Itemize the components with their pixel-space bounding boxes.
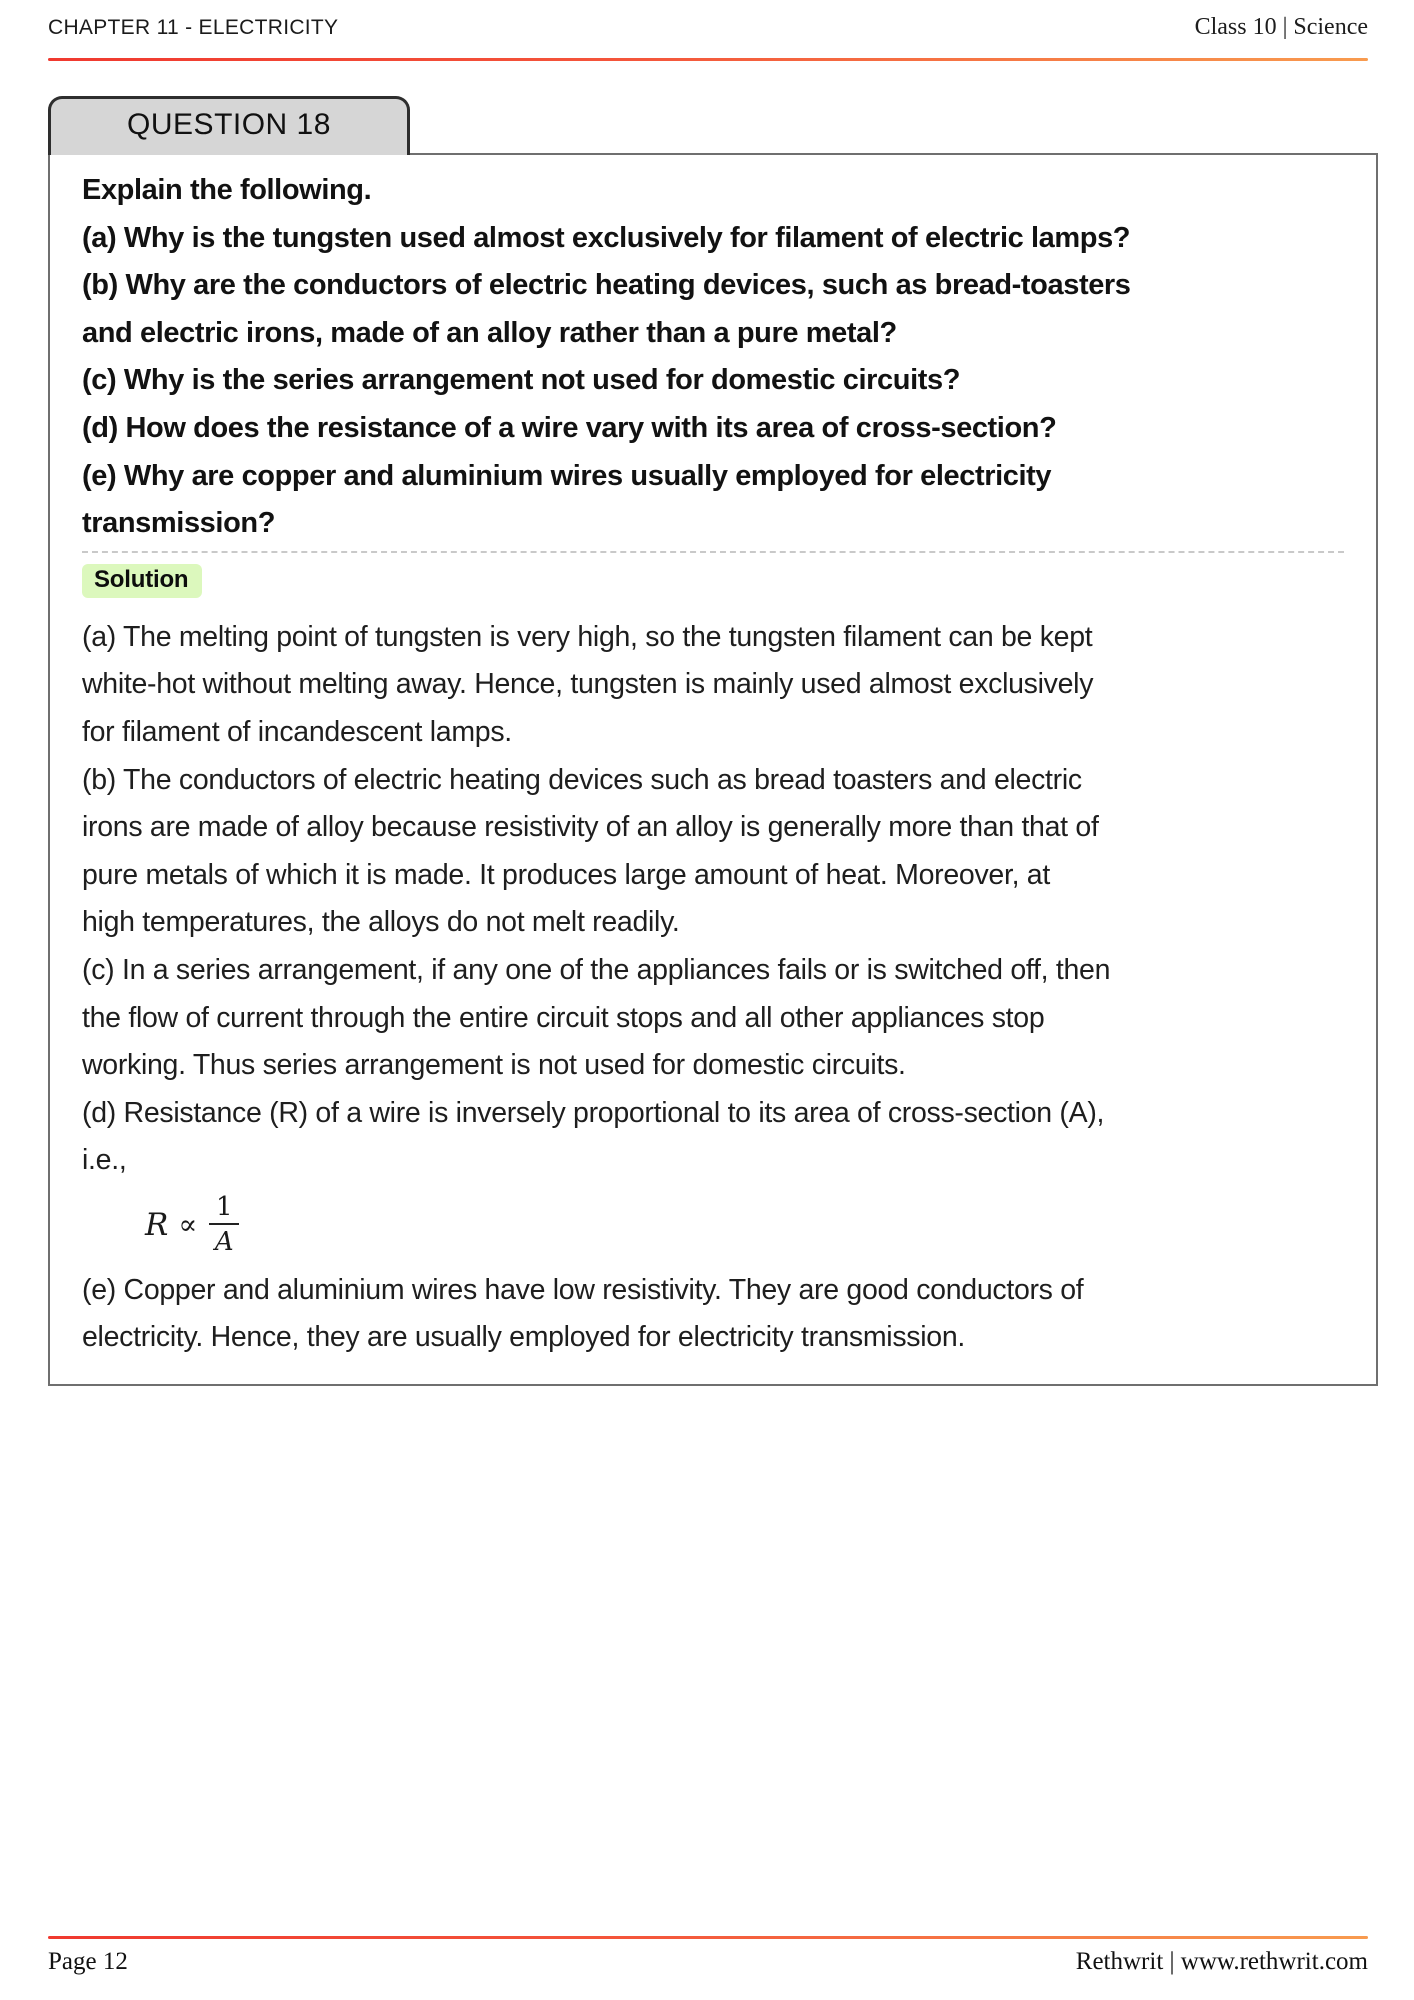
solution-text-after-formula <box>82 1267 1344 1362</box>
solution-line: electricity. Hence, they are usually employed for electricity transmission. <box>82 1321 965 1354</box>
question-line: (d) How does the resistance of a wire vary with its area of cross-section? <box>82 411 1057 444</box>
fraction-denominator: A <box>214 1227 234 1258</box>
solution-line: irons are made of alloy because resistivity of an alloy is generally more than that of <box>82 811 1099 844</box>
header-accent-rule <box>48 58 1368 61</box>
solution-line: (b) The conductors of electric heating devices such as bread toasters and electric <box>82 763 1082 796</box>
formula-fraction <box>209 1192 239 1258</box>
solution-line: for filament of incandescent lamps. <box>82 715 512 748</box>
question-line: transmission? <box>82 507 276 540</box>
solution-badge: Solution <box>82 564 202 598</box>
question-line: (c) Why is the series arrangement not used for domestic circuits? <box>82 364 961 397</box>
brand-footer: Rethwrit | www.rethwrit.com <box>1075 1948 1368 1975</box>
question-number-label: QUESTION 18 <box>127 108 331 141</box>
solution-line: (e) Copper and aluminium wires have low resistivity. They are good conductors of <box>82 1273 1084 1306</box>
question-line: Explain the following. <box>82 174 372 206</box>
question-text <box>82 167 1344 548</box>
solution-line: (c) In a series arrangement, if any one of the appliances fails or is switched off, then <box>82 953 1111 986</box>
proportional-symbol: ∝ <box>178 1208 198 1242</box>
solution-line: the flow of current through the entire circuit stops and all other appliances stop <box>82 1001 1045 1034</box>
question-box <box>48 153 1378 1386</box>
resistance-formula <box>145 1189 1344 1261</box>
solution-line: i.e., <box>82 1144 127 1177</box>
solution-line: white-hot without melting away. Hence, tungsten is mainly used almost exclusively <box>82 668 1094 701</box>
fraction-numerator: 1 <box>216 1192 233 1223</box>
class-subject-label: Class 10 | Science <box>1194 14 1368 40</box>
formula-lhs: R <box>145 1206 169 1243</box>
question-number-tab <box>48 96 410 155</box>
question-line: and electric irons, made of an alloy rather than a pure metal? <box>82 316 897 349</box>
question-line: (a) Why is the tungsten used almost exclusively for filament of electric lamps? <box>82 221 1131 254</box>
chapter-title: CHAPTER 11 - ELECTRICITY <box>48 16 339 39</box>
question-line: (e) Why are copper and aluminium wires usually employed for electricity <box>82 459 1052 492</box>
solution-line: working. Thus series arrangement is not used for domestic circuits. <box>82 1049 906 1082</box>
solution-line: (a) The melting point of tungsten is very high, so the tungsten filament can be kept <box>82 620 1093 653</box>
solution-text <box>82 614 1344 1185</box>
solution-line: (d) Resistance (R) of a wire is inversely proportional to its area of cross-section (A), <box>82 1096 1105 1129</box>
solution-line: high temperatures, the alloys do not melt readily. <box>82 906 680 939</box>
footer-accent-rule <box>48 1936 1368 1939</box>
dashed-divider <box>82 551 1344 553</box>
question-line: (b) Why are the conductors of electric heating devices, such as bread-toasters <box>82 269 1131 302</box>
page-number: Page 12 <box>48 1948 128 1975</box>
solution-line: pure metals of which it is made. It produces large amount of heat. Moreover, at <box>82 858 1050 891</box>
